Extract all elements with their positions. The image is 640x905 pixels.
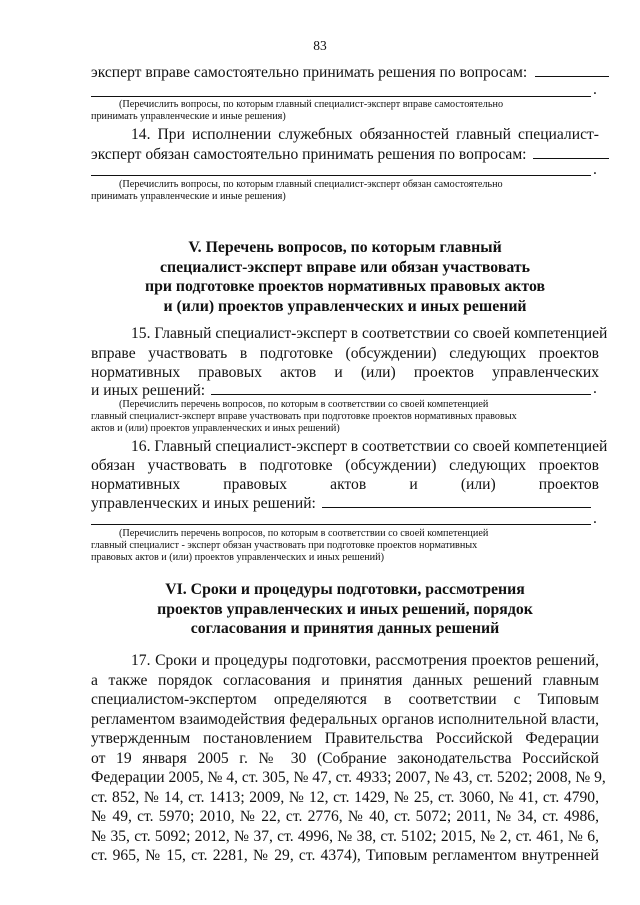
paragraph-17-line: № 35, ст. 5092; 2012, № 37, ст. 4996, № 38, ст. 5102; 2015, № 2, ст. 461, № 6, [91,828,599,845]
paragraph-17-line: ст. 965, № 15, ст. 2281, № 29, ст. 4374), Типовым регламентом внутренней [91,847,599,864]
answer-blank-line [91,175,591,176]
paragraph-17-line: 17. Сроки и процедуры подготовки, рассмотрения проектов решений, [131,652,599,669]
paragraph-16-line-2: обязан участвовать в подготовке (обсуждении) следующих проектов [91,457,599,474]
footnote-15-line-2: главный специалист-эксперт вправе участвовать при подготовке проектов нормативных правовых [91,411,517,422]
paragraph-14-line-1: 14. При исполнении служебных обязанностей главный специалист- [131,126,599,143]
paragraph-16-line-3: нормативных правовых актов и (или) проектов [91,476,599,493]
paragraph-17-line: от 19 января 2005 г. № 30 (Собрание законодательства Российской [91,750,599,767]
footnote-13-line-1: (Перечислить вопросы, по которым главный специалист-эксперт вправе самостоятельно [119,99,504,110]
footnote-16-line-2: главный специалист - эксперт обязан участвовать при подготовке проектов нормативных [91,540,478,551]
answer-blank [533,145,609,159]
footnote-13-line-2: принимать управленческие и иные решения) [91,111,286,122]
paragraph-13-line: эксперт вправе самостоятельно принимать решения по вопросам: [91,63,599,83]
line-end-period: . [593,510,597,527]
paragraph-17-line: утвержденным постановлением Правительства Российской Федерации [91,730,599,747]
section-6-title-line-3: согласования и принятия данных решений [190,620,500,637]
section-5-title-line-2: специалист-эксперт вправе или обязан участвовать [160,259,530,276]
paragraph-15-line-2: вправе участвовать в подготовке (обсуждении) следующих проектов [91,345,599,362]
paragraph-17-line: Федерации 2005, № 4, ст. 305, № 47, ст. 4933; 2007, № 43, ст. 5202; 2008, № 9, [91,769,606,786]
page-number: 83 [313,38,327,53]
paragraph-17-line: а также порядок согласования и принятия данных решений главным [91,672,599,689]
paragraph-15-line-1: 15. Главный специалист-эксперт в соответствии со своей компетенцией [131,325,608,342]
footnote-16-line-1: (Перечислить перечень вопросов, по которым в соответствии со своей компетенцией [119,528,489,539]
footnote-15-line-1: (Перечислить перечень вопросов, по которым в соответствии со своей компетенцией [119,399,489,410]
answer-blank [322,494,591,508]
paragraph-15-line-3: нормативных правовых актов и (или) проектов управленческих [91,364,599,381]
paragraph-17-line: регламентом взаимодействия федеральных органов исполнительной власти, [91,711,599,728]
answer-blank [211,381,591,395]
section-5-title-line-1: V. Перечень вопросов, по которым главный [188,239,502,256]
paragraph-16-line-1: 16. Главный специалист-эксперт в соответствии со своей компетенцией [131,438,608,455]
section-5-title-line-3: при подготовке проектов нормативных правовых актов [144,278,545,295]
paragraph-14-line-2: эксперт обязан самостоятельно принимать решения по вопросам: [91,145,599,165]
footnote-14-line-1: (Перечислить вопросы, по которым главный специалист-эксперт обязан самостоятельно [119,179,503,190]
section-6-title-line-2: проектов управленческих и иных решений, порядок [157,601,533,618]
answer-blank-line [91,524,591,525]
footnote-14-line-2: принимать управленческие и иные решения) [91,191,286,202]
answer-blank [535,63,609,77]
section-5-title-line-4: и (или) проектов управленческих и иных решений [163,298,527,315]
paragraph-16-line-4: управленческих и иных решений: [91,494,599,514]
paragraph-15-line-4: и иных решений: [91,381,599,401]
footnote-15-line-3: актов и (или) проектов управленческих и иных решений) [91,423,340,434]
answer-blank-line [91,96,591,97]
section-6-title-line-1: VI. Сроки и процедуры подготовки, рассмотрения [165,581,525,598]
paragraph-17-line: № 49, ст. 5970; 2010, № 22, ст. 2776, № 40, ст. 5072; 2011, № 34, ст. 4986, [91,808,599,825]
line-end-period: . [593,380,597,397]
line-end-period: . [593,81,597,98]
paragraph-17-line: специалистом-экспертом определяются в соответствии с Типовым [91,691,599,708]
footnote-16-line-3: правовых актов и (или) проектов управленческих и иных решений) [91,552,384,563]
line-end-period: . [593,161,597,178]
paragraph-17-line: ст. 852, № 14, ст. 1413; 2009, № 12, ст. 1429, № 25, ст. 3060, № 41, ст. 4790, [91,789,599,806]
